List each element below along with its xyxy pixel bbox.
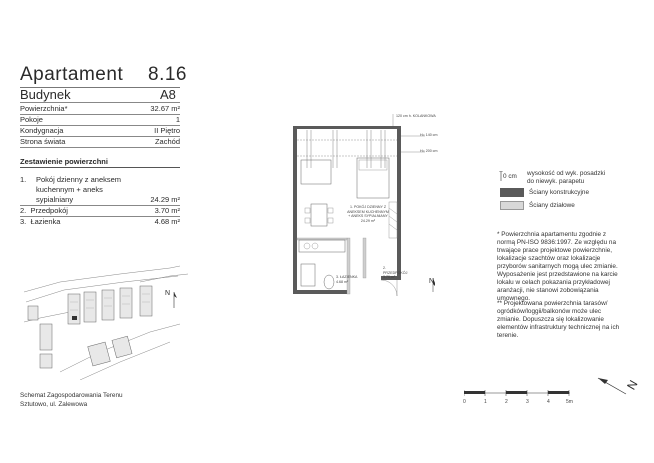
legend-height-text-2: do niewyk. parapetu (527, 178, 585, 185)
summary-item-num: 3. (20, 217, 27, 226)
scale-tick-2: 2 (505, 399, 508, 405)
summary-item-name: Przedpokój (30, 206, 68, 215)
dimension-b: H= 200 cm (420, 149, 438, 153)
scale-tick-4: 4 (547, 399, 550, 405)
detail-row-orientation (20, 137, 180, 148)
scale-tick-3: 3 (526, 399, 529, 405)
legend-partition-label: Ściany działowe (529, 202, 575, 209)
legend-partition-swatch (500, 201, 524, 210)
legend-height-text-1: wysokość od wyk. posadzki (527, 170, 606, 177)
scale-tick-0: 0 (463, 399, 466, 405)
apartment-number: 8.16 (148, 64, 187, 85)
detail-label: Pokoje (20, 115, 43, 124)
detail-label: Kondygnacja (20, 126, 64, 135)
dimension-a: H= 140 cm (420, 133, 438, 137)
detail-value: II Piętro (154, 126, 180, 135)
detail-row-floor (20, 126, 180, 137)
detail-value: Zachód (154, 137, 180, 146)
room-3-label: 3. ŁAZIENKA 4.68 m² (336, 275, 358, 284)
scale-north-label: N (624, 377, 641, 393)
detail-label: Strona świata (20, 137, 66, 146)
summary-item-name: Pokój dzienny z aneksem (36, 175, 122, 184)
legend-height-label: 0 cm (503, 173, 517, 180)
site-north-label: N (165, 290, 171, 297)
summary-item-value: 24.29 m² (150, 195, 180, 204)
legend-structural-swatch (500, 188, 524, 197)
summary-item-num: 2. (20, 206, 27, 215)
scale-tick-5: 5m (566, 399, 573, 405)
note-2: ** Projektowana powierzchnia tarasów/ ogródków/loggii/balkonów może ulec zmianie. Dopuszcza się lokalizowanie elementów infrastruktury technicznej na ich terenie. (497, 300, 620, 339)
summary-item-num: 1. (20, 175, 27, 184)
dimension-top: 120 cm h. KOLANKOWA (396, 114, 436, 118)
summary-item-name: kuchennym + aneks (36, 185, 103, 194)
scale-tick-1: 1 (484, 399, 487, 405)
room-1-label: 1. POKÓJ DZIENNY Z ANEKSEM KUCHENNYM + ANEKS SYPIALNIANY 24.29 m² (347, 205, 389, 223)
summary-item-name: sypialniany (36, 195, 74, 204)
apartment-title: Apartament (20, 64, 124, 85)
summary-item-name: Łazienka (30, 217, 61, 226)
building-divider (20, 102, 180, 103)
plan-north-label: N (429, 278, 435, 285)
detail-row-rooms (20, 115, 180, 126)
detail-label: Powierzchnia* (20, 104, 68, 113)
summary-item-value: 3.70 m² (154, 206, 180, 215)
site-north-arrow-icon (172, 290, 184, 310)
highlight-marker (72, 316, 77, 320)
site-caption-line1: Schemat Zagospodarowania Terenu (20, 392, 123, 399)
note-1: * Powierzchnia apartamentu zgodnie z normą PN-ISO 9836:1997. Ze względu na trwające prace projektowe powierzchnie, lokalizacje szachtów oraz lokalizacje przyborów sanitarnych mogą ulec zmianie. Wyposażenie jest przedstawione na karcie lokalu w celach pokazania przykładowej aranżacji, nie stanowi zobowiązania umownego. (497, 231, 618, 302)
scale-bar (464, 388, 574, 398)
site-caption-line2: Sztutowo, ul. Zalewowa (20, 401, 88, 408)
detail-value: 1 (175, 115, 180, 124)
legend-structural-label: Ściany konstrukcyjne (529, 189, 590, 196)
detail-row-area (20, 104, 180, 115)
detail-value: 32.67 m² (150, 104, 180, 113)
summary-item-value: 4.68 m² (154, 217, 180, 226)
summary-item-3 (20, 217, 180, 226)
summary-item-1 (20, 175, 180, 205)
height-marker-icon (498, 171, 504, 181)
building-label: Budynek (20, 87, 71, 102)
building-value: A8 (160, 87, 176, 102)
room-2-label: 2. PRZEDPOKÓJ 3.70 m² (383, 266, 408, 279)
summary-item-2 (20, 206, 180, 215)
site-plan (20, 262, 188, 380)
summary-title: Zestawienie powierzchni (20, 157, 180, 168)
